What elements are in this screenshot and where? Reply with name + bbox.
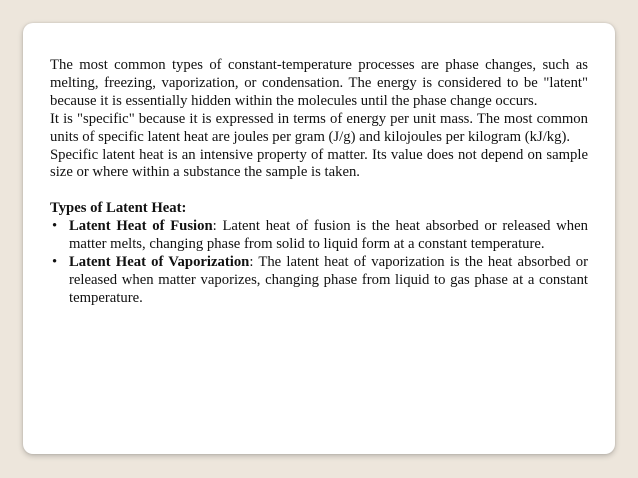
slide-content — [50, 57, 588, 308]
bullet-icon: • — [52, 253, 58, 270]
bullet-icon: • — [52, 218, 58, 235]
list-item-vaporization — [50, 254, 588, 308]
definition-vaporization: : The latent heat of vaporization is the heat absorbed or released when matter vaporizes, changing phase from liquid to gas phase at a constant temperature. — [69, 253, 588, 306]
definition-fusion: : Latent heat of fusion is the heat absorbed or released when matter melts, changing phase from solid to liquid form at a constant temperature. — [69, 218, 589, 253]
intro-paragraph-specific: It is "specific" because it is expressed in terms of energy per unit mass. The most common units of specific latent heat are joules per gram (J/g) and kilojoules per kilogram (kJ/kg). — [50, 110, 588, 145]
term-fusion: Latent Heat of Fusion — [69, 218, 213, 235]
section-spacer — [50, 182, 588, 200]
list-item-fusion — [50, 218, 588, 254]
term-vaporization: Latent Heat of Vaporization — [69, 253, 250, 270]
intro-paragraph-intensive-property: Specific latent heat is an intensive property of matter. Its value does not depend on sample size or where within a substance the sample is taken. — [50, 146, 588, 181]
types-list — [50, 218, 588, 308]
types-heading: Types of Latent Heat: — [50, 200, 187, 217]
intro-paragraph-phase-changes: The most common types of constant-temperature processes are phase changes, such as melting, freezing, vaporization, or condensation. The energy is considered to be "latent" because it is essentially hidden within the molecules until the phase change occurs. — [50, 57, 588, 109]
